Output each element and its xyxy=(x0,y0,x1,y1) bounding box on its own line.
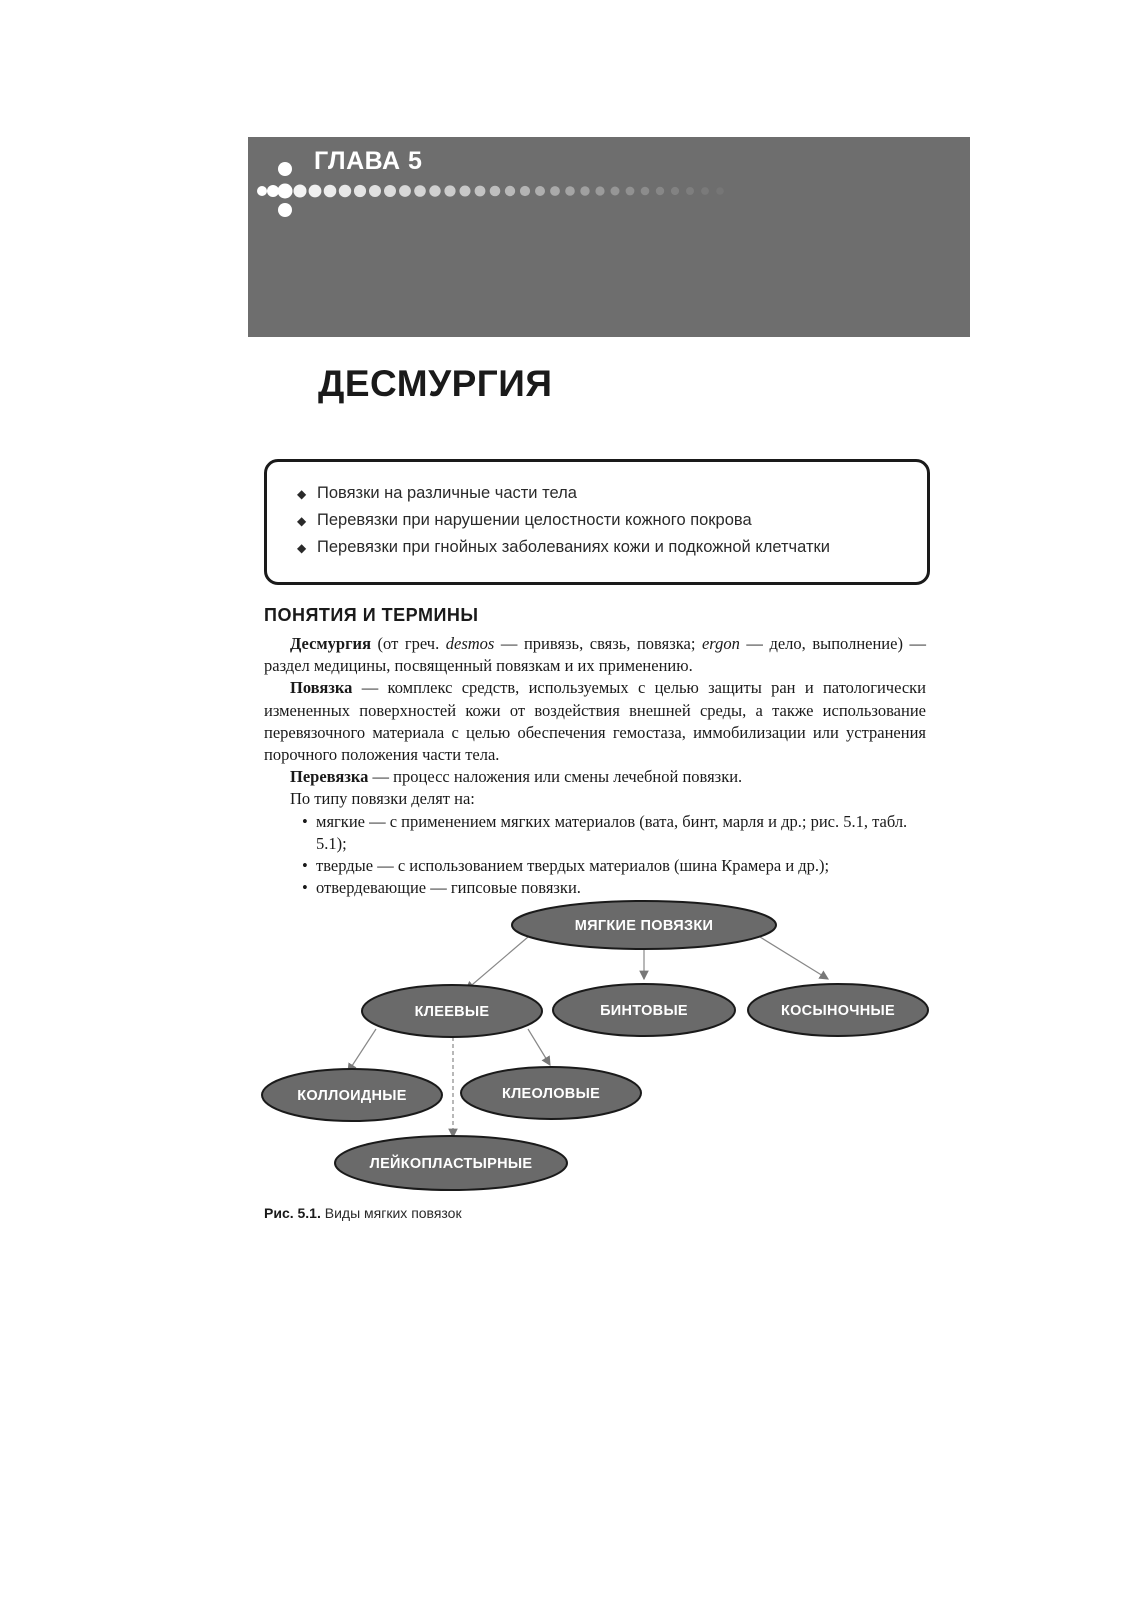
dot xyxy=(267,185,279,197)
greek-word: desmos xyxy=(445,634,495,653)
dot xyxy=(535,186,545,196)
chapter-title: ДЕСМУРГИЯ xyxy=(318,363,553,404)
dot xyxy=(475,186,486,197)
node-root xyxy=(512,901,776,949)
dot xyxy=(550,186,560,196)
topics-box xyxy=(264,459,930,585)
dot xyxy=(257,186,267,196)
definition-desmurgy xyxy=(264,633,926,677)
list-item-text: отвердевающие — гипсовые повязки. xyxy=(316,878,581,898)
topic-text: Перевязки при нарушении целостности кожного покрова xyxy=(317,511,752,529)
dot xyxy=(595,186,604,195)
bullet-icon: • xyxy=(302,856,308,876)
svg-text:МЯГКИЕ ПОВЯЗКИ: МЯГКИЕ ПОВЯЗКИ xyxy=(574,918,714,934)
caption-label: Рис. 5.1. xyxy=(264,1205,321,1221)
dot xyxy=(460,186,471,197)
book-page xyxy=(248,137,970,1267)
greek-word: ergon xyxy=(701,634,740,653)
dot xyxy=(399,185,411,197)
chapter-label: ГЛАВА 5 xyxy=(314,147,423,175)
dot xyxy=(565,186,575,196)
section-heading: ПОНЯТИЯ И ТЕРМИНЫ xyxy=(264,605,479,625)
node-kerchief xyxy=(748,984,928,1036)
topic-text: Перевязки при гнойных заболеваниях кожи и подкожной клетчатки xyxy=(317,538,830,556)
dot xyxy=(611,187,620,196)
edge-root-kerchief xyxy=(760,937,828,979)
dot xyxy=(490,186,501,197)
bullet-icon: • xyxy=(302,811,308,831)
dot xyxy=(686,187,694,195)
svg-text:КОСЫНОЧНЫЕ: КОСЫНОЧНЫЕ xyxy=(780,1003,896,1019)
text-run: — комплекс средств, используемых с целью защиты ран и патологически измененных поверхностей кожи от воздействия внешней среды, а также использование перевязочного материала с целью обеспечения гемостаза, иммобилизации или устранения порочного положения части тела. xyxy=(264,678,926,765)
dot xyxy=(324,185,337,198)
dot xyxy=(309,185,322,198)
topic-item xyxy=(297,507,830,534)
svg-text:ЛЕЙКОПЛАСТЫРНЫЕ: ЛЕЙКОПЛАСТЫРНЫЕ xyxy=(369,1156,533,1172)
node-collodion xyxy=(262,1069,442,1121)
edge-adhesive-collodion xyxy=(348,1029,376,1072)
dot xyxy=(505,186,515,196)
text-run: — привязь, связь, повязка; xyxy=(494,634,702,653)
term: Десмургия xyxy=(290,634,371,653)
diamond-bullet-icon: ◆ xyxy=(297,541,307,555)
node-adhesive xyxy=(362,985,542,1037)
dot xyxy=(701,187,709,195)
figure-caption xyxy=(264,1205,462,1221)
node-bandage xyxy=(553,984,735,1036)
dot xyxy=(444,185,455,196)
types-intro: По типу повязки делят на: xyxy=(290,789,475,809)
dot xyxy=(294,185,307,198)
list-item-text: мягкие — с применением мягких материалов (вата, бинт, марля и др.; рис. 5.1, табл. 5.1); xyxy=(316,811,908,853)
bullet-icon: • xyxy=(302,878,308,898)
topics-list xyxy=(297,480,830,561)
text-run: — процесс наложения или смены лечебной повязки. xyxy=(368,767,743,787)
dot xyxy=(641,187,650,196)
node-kleol xyxy=(461,1067,641,1119)
dot xyxy=(429,185,440,196)
topic-text: Повязки на различные части тела xyxy=(317,484,577,502)
soft-bandages-diagram xyxy=(248,897,970,1197)
diamond-bullet-icon: ◆ xyxy=(297,514,307,528)
definition-bandage xyxy=(264,677,926,766)
edge-adhesive-kleol xyxy=(528,1029,550,1065)
chapter-header-band xyxy=(248,137,970,337)
dot xyxy=(278,184,293,199)
dot xyxy=(671,187,679,195)
text-run: — дело, выполнение) — раздел медицины, посвященный повязкам и их применению. xyxy=(264,634,927,676)
list-item xyxy=(302,855,926,877)
list-item-text: твердые — с использованием твердых материалов (шина Крамера и др.); xyxy=(316,856,830,876)
term: Повязка xyxy=(290,678,353,698)
types-list xyxy=(264,811,926,900)
topic-item xyxy=(297,534,830,561)
svg-text:БИНТОВЫЕ: БИНТОВЫЕ xyxy=(600,1003,688,1019)
body-text xyxy=(264,633,926,899)
dot xyxy=(278,203,292,217)
dot xyxy=(626,187,635,196)
svg-text:КЛЕЕВЫЕ: КЛЕЕВЫЕ xyxy=(414,1004,490,1020)
topic-item xyxy=(297,480,830,507)
definition-dressing xyxy=(264,766,926,788)
edge-root-adhesive xyxy=(466,937,528,990)
dot xyxy=(354,185,366,197)
dot xyxy=(414,185,426,197)
diamond-bullet-icon: ◆ xyxy=(297,487,307,501)
dot xyxy=(520,186,530,196)
dot xyxy=(656,187,664,195)
dot xyxy=(580,186,589,195)
svg-text:КЛЕОЛОВЫЕ: КЛЕОЛОВЫЕ xyxy=(501,1086,601,1102)
dot xyxy=(716,187,724,195)
dot xyxy=(278,162,292,176)
node-plaster xyxy=(335,1136,567,1190)
text-run: (от греч. xyxy=(371,634,446,653)
list-item xyxy=(302,811,926,855)
term: Перевязка xyxy=(290,767,369,787)
caption-text: Виды мягких повязок xyxy=(320,1205,462,1221)
svg-text:КОЛЛОИДНЫЕ: КОЛЛОИДНЫЕ xyxy=(297,1088,407,1104)
dot xyxy=(384,185,396,197)
dot xyxy=(369,185,381,197)
dot xyxy=(339,185,351,197)
